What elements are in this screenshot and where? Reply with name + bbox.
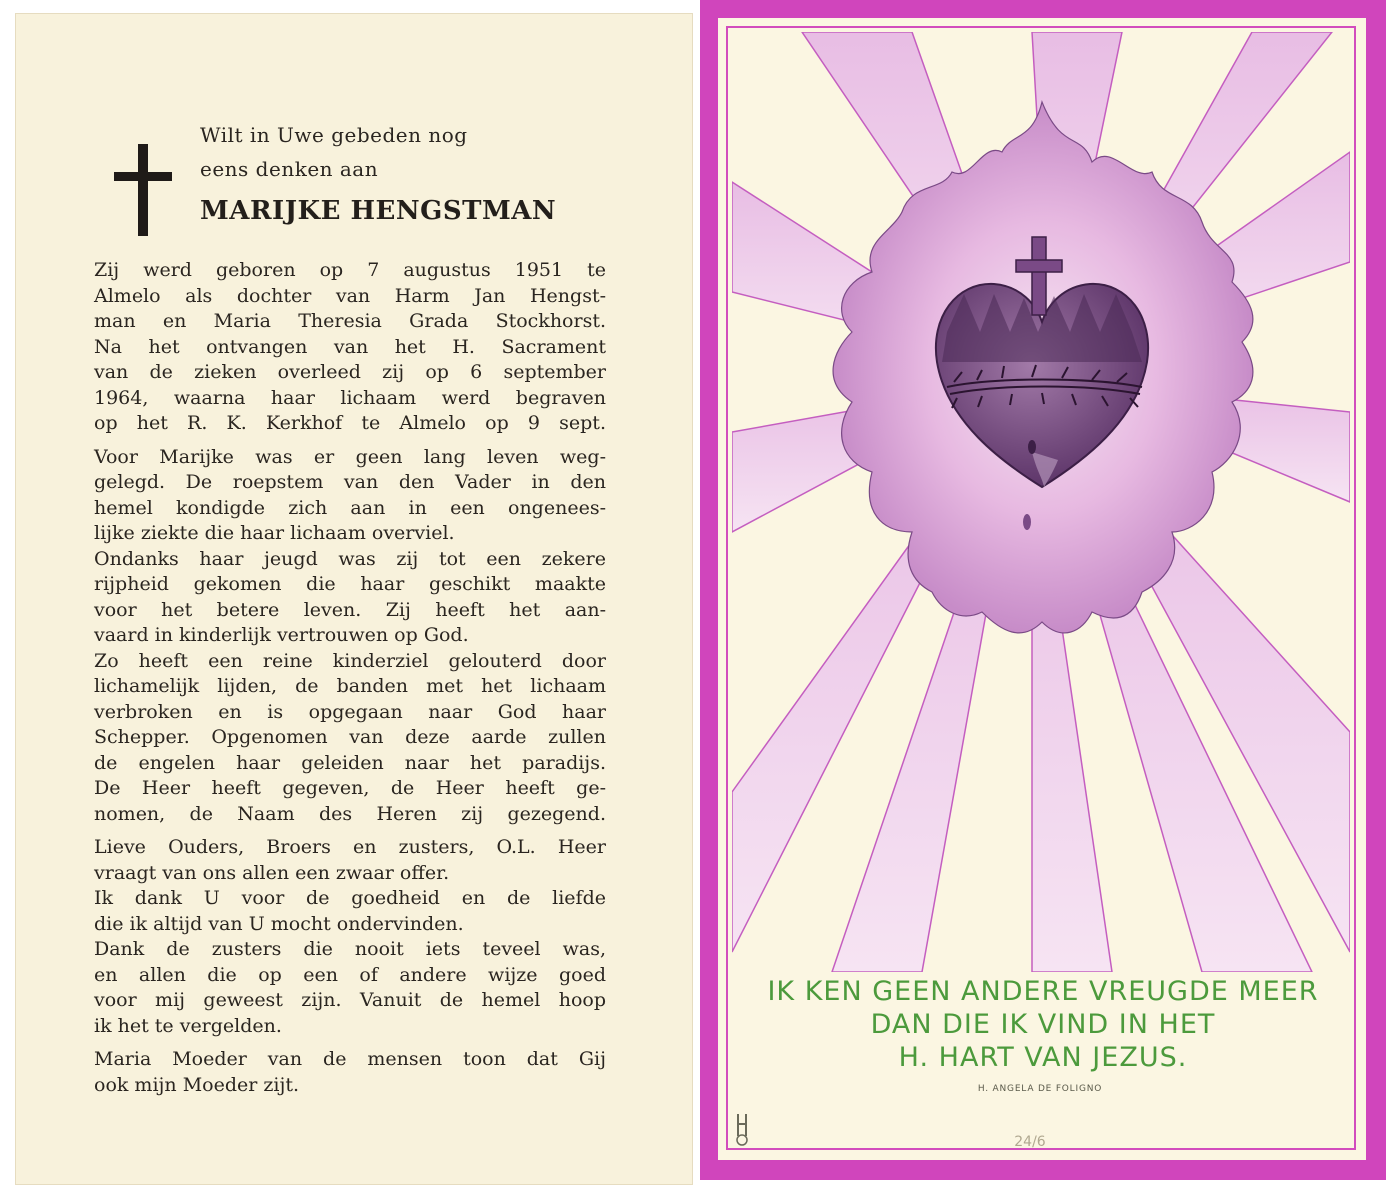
text-line: Almelo als dochter van Harm Jan Hengst- xyxy=(94,284,606,307)
monogram-icon xyxy=(734,1112,752,1148)
text-line: voor mij geweest zijn. Vanuit de hemel hoop xyxy=(94,989,606,1011)
card-number: 24/6 xyxy=(1014,1134,1046,1150)
latin-cross-icon xyxy=(114,144,172,236)
paragraph-biography xyxy=(94,258,606,437)
verse-line: IK KEN GEEN ANDERE VREUGDE MEER xyxy=(767,976,1319,1007)
text-line: Voor Marijke was er geen lang leven weg- xyxy=(94,445,606,468)
verse-line: DAN DIE IK VIND IN HET xyxy=(870,1009,1216,1040)
text-line: rijpheid gekomen die haar geschikt maakte xyxy=(94,573,606,595)
text-line: De Heer heeft gegeven, de Heer heeft ge- xyxy=(94,777,606,799)
text-line: Zo heeft een reine kinderziel gelouterd door xyxy=(94,649,606,672)
paragraph-reflection xyxy=(94,445,606,828)
memorial-body xyxy=(94,258,606,1106)
text-line: lijke ziekte die haar lichaam overviel. xyxy=(94,522,455,544)
text-line: Ik dank U voor de goedheid en de liefde xyxy=(94,887,606,909)
text-line: hemel kondigde zich aan in een ongenees- xyxy=(94,496,606,519)
text-line: en allen die op een of andere wijze goed xyxy=(94,963,606,986)
verse-line: H. HART VAN JEZUS. xyxy=(898,1042,1188,1073)
text-line: Maria Moeder van de mensen toon dat Gij xyxy=(94,1048,606,1070)
verse-attribution: H. ANGELA DE FOLIGNO xyxy=(977,1084,1103,1094)
text-line: Ondanks haar jeugd was zij tot een zekere xyxy=(94,547,606,570)
deceased-name: MARIJKE HENGSTMAN xyxy=(200,196,557,226)
text-line: 1964, waarna haar lichaam werd begraven xyxy=(94,386,606,409)
text-line: op het R. K. Kerkhof te Almelo op 9 sept. xyxy=(94,412,606,434)
text-line: Schepper. Opgenomen van deze aarde zullen xyxy=(94,726,606,748)
text-line: Na het ontvangen van het H. Sacrament xyxy=(94,335,606,358)
memorial-card-image-side xyxy=(700,0,1386,1180)
text-line: man en Maria Theresia Grada Stockhorst. xyxy=(94,310,606,332)
text-line: voor het betere leven. Zij heeft het aan- xyxy=(94,598,606,621)
text-line: verbroken en is opgegaan naar God haar xyxy=(94,700,606,723)
paragraph-prayer xyxy=(94,1047,606,1098)
text-line: vraagt van ons allen een zwaar offer. xyxy=(94,861,450,884)
paragraph-farewell xyxy=(94,835,606,1039)
text-line: die ik altijd van U mocht ondervinden. xyxy=(94,912,464,935)
intro-line: Wilt in Uwe gebeden nog xyxy=(200,123,468,147)
text-line: Dank de zusters die nooit iets teveel was, xyxy=(94,938,606,960)
devotional-verse xyxy=(730,975,1356,1074)
text-line: Lieve Ouders, Broers en zusters, O.L. Heer xyxy=(94,836,606,858)
text-line: Zij werd geboren op 7 augustus 1951 te xyxy=(94,259,606,281)
text-line: vaard in kinderlijk vertrouwen op God. xyxy=(94,624,469,646)
text-line: lichamelijk lijden, de banden met het lichaam xyxy=(94,675,606,697)
text-line: ook mijn Moeder zijt. xyxy=(94,1073,300,1096)
text-line: ik het te vergelden. xyxy=(94,1014,282,1037)
intro-text xyxy=(200,118,620,186)
text-line: van de zieken overleed zij op 6 september xyxy=(94,361,606,383)
text-line: nomen, de Naam des Heren zij gezegend. xyxy=(94,802,606,825)
intro-line: eens denken aan xyxy=(200,157,379,181)
sacred-heart-illustration xyxy=(732,32,1350,972)
text-line: de engelen haar geleiden naar het paradijs. xyxy=(94,751,606,774)
text-line: gelegd. De roepstem van den Vader in den xyxy=(94,471,606,493)
